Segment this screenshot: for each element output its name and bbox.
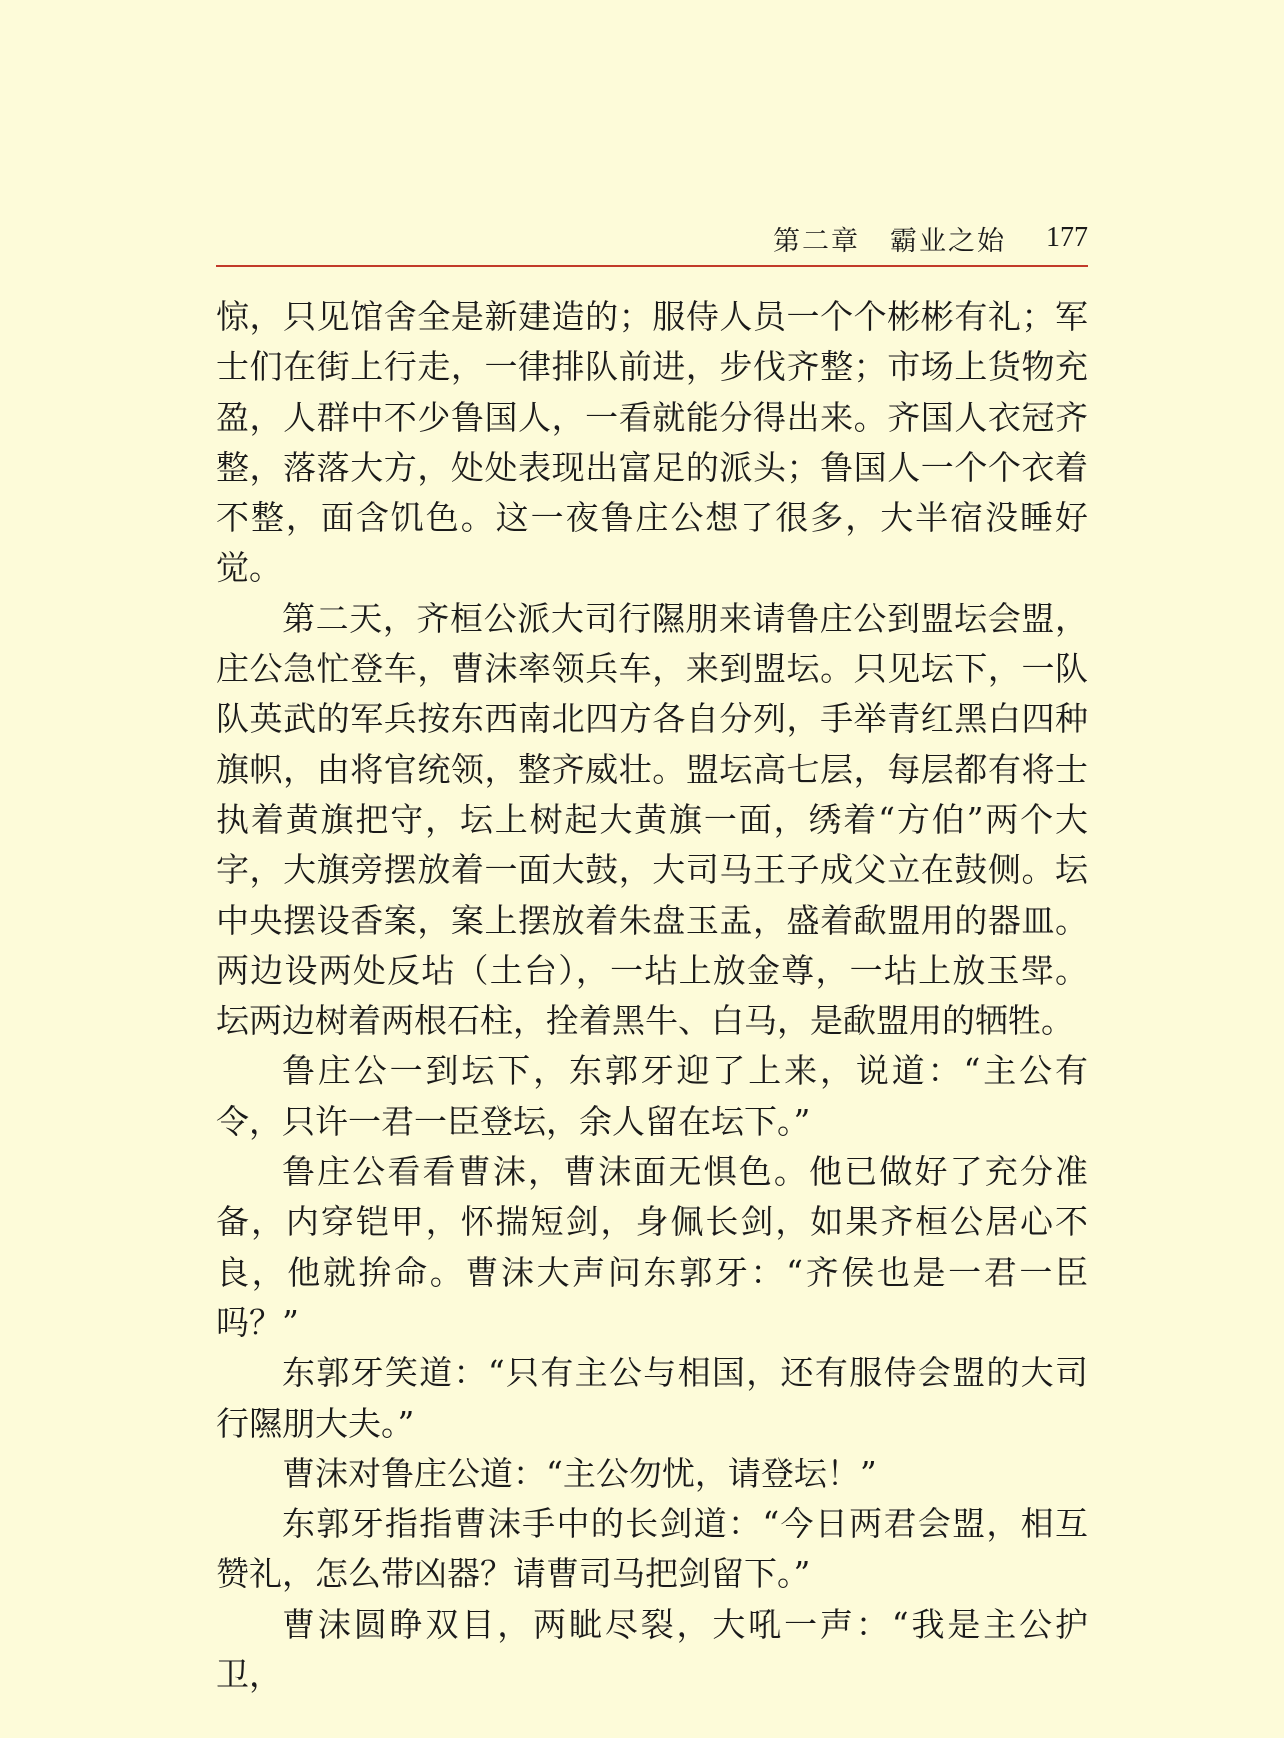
- paragraph: 东郭牙指指曹沫手中的长剑道：“今日两君会盟，相互赞礼，怎么带凶器？请曹司马把剑留下。”: [216, 1504, 1088, 1594]
- paragraph: 东郭牙笑道：“只有主公与相国，还有服侍会盟的大司行隰朋大夫。”: [216, 1353, 1088, 1443]
- paragraph: 第二天，齐桓公派大司行隰朋来请鲁庄公到盟坛会盟，庄公急忙登车，曹沫率领兵车，来到盟坛。只见坛下，一队队英武的军兵按东西南北四方各自分列，手举青红黑白四种旗帜，由将官统领，整齐威壮。盟坛高七层，每层都有将士执着黄旗把守，坛上树起大黄旗一面，绣着“方伯”两个大字，大旗旁摆放着一面大鼓，大司马王子成父立在鼓侧。坛中央摆设香案，案上摆放着朱盘玉盂，盛着歃盟用的器皿。两边设两处反坫（土台），一坫上放金尊，一坫上放玉斝。坛两边树着两根石柱，拴着黑牛、白马，是歃盟用的牺牲。: [216, 598, 1088, 1041]
- header-divider: [216, 265, 1088, 267]
- paragraph: 鲁庄公一到坛下，东郭牙迎了上来，说道：“主公有令，只许一君一臣登坛，余人留在坛下。”: [216, 1051, 1088, 1141]
- chapter-title: 霸业之始: [890, 225, 1006, 257]
- running-header: [216, 214, 1088, 262]
- paragraph: 鲁庄公看看曹沫，曹沫面无惧色。他已做好了充分准备，内穿铠甲，怀揣短剑，身佩长剑，如果齐桓公居心不良，他就拚命。曹沫大声问东郭牙：“齐侯也是一君一臣吗？”: [216, 1152, 1088, 1342]
- page-number: 177: [1046, 222, 1088, 253]
- paragraph: 曹沫圆睁双目，两眦尽裂，大吼一声：“我是主公护卫，: [216, 1604, 1088, 1695]
- body-text: [216, 292, 1088, 1700]
- paragraph: 惊，只见馆舍全是新建造的；服侍人员一个个彬彬有礼；军士们在街上行走，一律排队前进，步伐齐整；市场上货物充盈，人群中不少鲁国人，一看就能分得出来。齐国人衣冠齐整，落落大方，处处表现出富足的派头；鲁国人一个个衣着不整，面含饥色。这一夜鲁庄公想了很多，大半宿没睡好觉。: [216, 297, 1088, 588]
- chapter-label: 第二章: [773, 225, 860, 257]
- paragraph: 曹沫对鲁庄公道：“主公勿忧，请登坛！”: [282, 1453, 877, 1493]
